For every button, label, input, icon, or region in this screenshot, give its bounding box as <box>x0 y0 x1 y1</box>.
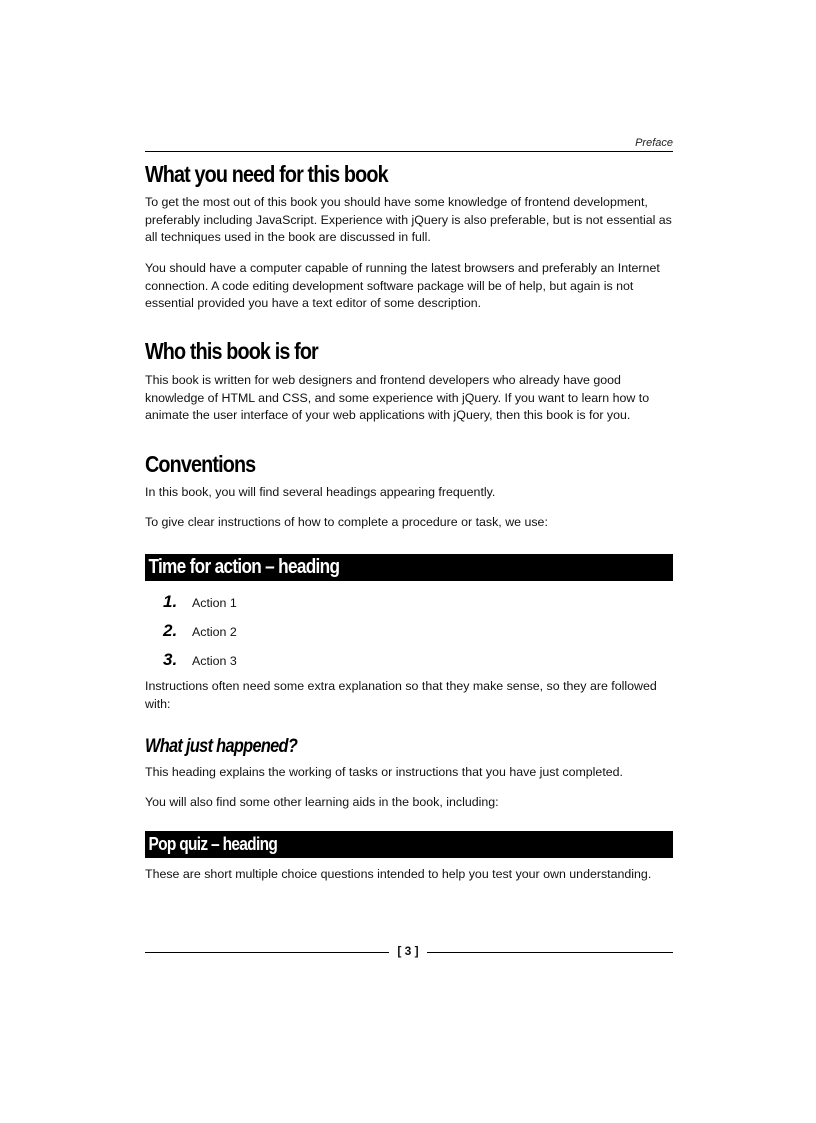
paragraph-need-1: To get the most out of this book you should have some knowledge of frontend development, preferably including JavaScript. Experience with jQuery is also preferable, but is not essential as all techniques used in the book are discussed in full. <box>145 195 672 245</box>
step-text: Action 1 <box>192 596 237 610</box>
pop-quiz-label: Pop quiz – heading <box>148 834 278 854</box>
paragraph-learning-aids: You will also find some other learning aids in the book, including: <box>145 795 499 809</box>
footer-rule-left <box>145 952 389 953</box>
heading-what-you-need: What you need for this book <box>145 161 388 187</box>
page-footer <box>145 942 673 962</box>
step-text: Action 2 <box>192 625 237 639</box>
step-number: 3. <box>163 650 178 669</box>
paragraph-after-steps: Instructions often need some extra explanation so that they make sense, so they are followed with: <box>145 679 657 711</box>
paragraph-what-happened: This heading explains the working of tasks or instructions that you have just completed. <box>145 765 623 779</box>
paragraph-who-1: This book is written for web designers and frontend developers who already have good knowledge of HTML and CSS, and some experience with jQuery. If you want to learn how to animate the user interface of your web applications with jQuery, then this book is for you. <box>145 373 650 423</box>
heading-who-for: Who this book is for <box>145 338 318 364</box>
paragraph-quiz: These are short multiple choice questions intended to help you test your own understanding. <box>145 867 652 881</box>
step-number: 1. <box>163 592 178 611</box>
time-for-action-label: Time for action – heading <box>148 556 340 578</box>
pop-quiz-bar <box>145 831 673 858</box>
footer-rule-right <box>427 952 673 953</box>
paragraph-need-2: You should have a computer capable of running the latest browsers and preferably an Internet connection. A code editing development software package will be of help, but again is not essential provided you have a text editor of some description. <box>145 261 660 311</box>
paragraph-conventions-2: To give clear instructions of how to complete a procedure or task, we use: <box>145 515 548 529</box>
paragraph-conventions-1: In this book, you will find several headings appearing frequently. <box>145 485 496 499</box>
heading-what-just-happened: What just happened? <box>145 736 298 757</box>
running-title: Preface <box>635 137 673 149</box>
step-text: Action 3 <box>192 654 237 668</box>
heading-conventions: Conventions <box>145 451 256 477</box>
running-header <box>145 136 673 152</box>
step-number: 2. <box>163 621 178 640</box>
page-number: [ 3 ] <box>397 944 419 958</box>
book-page <box>145 0 673 1123</box>
time-for-action-bar <box>145 554 673 581</box>
